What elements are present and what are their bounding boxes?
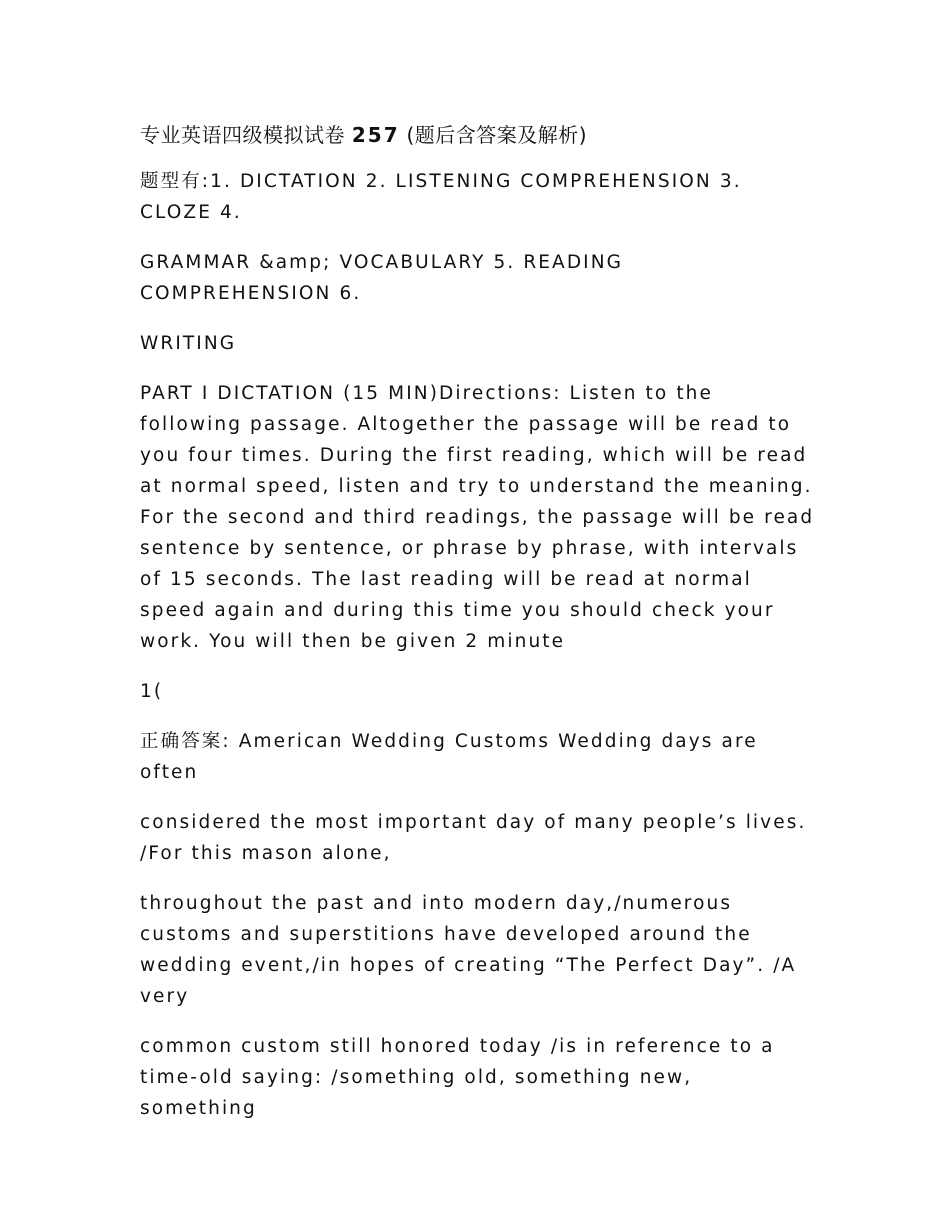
document-title — [140, 118, 815, 152]
question-types-line-3: WRITING — [140, 333, 237, 354]
question-types-line-1: 题型有:1. DICTATION 2. LISTENING COMPREHENSION 3. CLOZE 4. — [140, 171, 742, 223]
answer-paragraph-4: common custom still honored today /is in reference to a time-old saying: /something old, something new, something — [140, 1036, 775, 1119]
answer-paragraph-3: throughout the past and into modern day,/numerous customs and superstitions have developed around the wedding event,/in hopes of creating “The Perfect Day”. /A very — [140, 893, 797, 1007]
answer-paragraph-2: considered the most important day of many people’s lives. /For this mason alone, — [140, 812, 807, 864]
answer-paragraph-1: 正确答案: American Wedding Customs Wedding days are often — [140, 731, 758, 783]
title-number: 257 — [351, 123, 400, 147]
question-number: 1( — [140, 681, 164, 702]
question-types-line-2: GRAMMAR &amp; VOCABULARY 5. READING COMPREHENSION 6. — [140, 252, 624, 304]
title-prefix: 专业英语四级模拟试卷 — [140, 123, 345, 147]
title-suffix: (题后含答案及解析) — [399, 123, 588, 147]
dictation-directions: PART I DICTATION (15 MIN)Directions: Listen to the following passage. Altogether the passage will be read to you four times. During the first reading, which will be read at normal speed, listen and try to understand the meaning. For the second and third readings, the passage will be read sentence by sentence, or phrase by phrase, with intervals of 15 seconds. The last reading will be read at normal speed again and during this time you should check your work. You will then be given 2 minute — [140, 383, 815, 652]
document-page — [140, 118, 815, 1143]
